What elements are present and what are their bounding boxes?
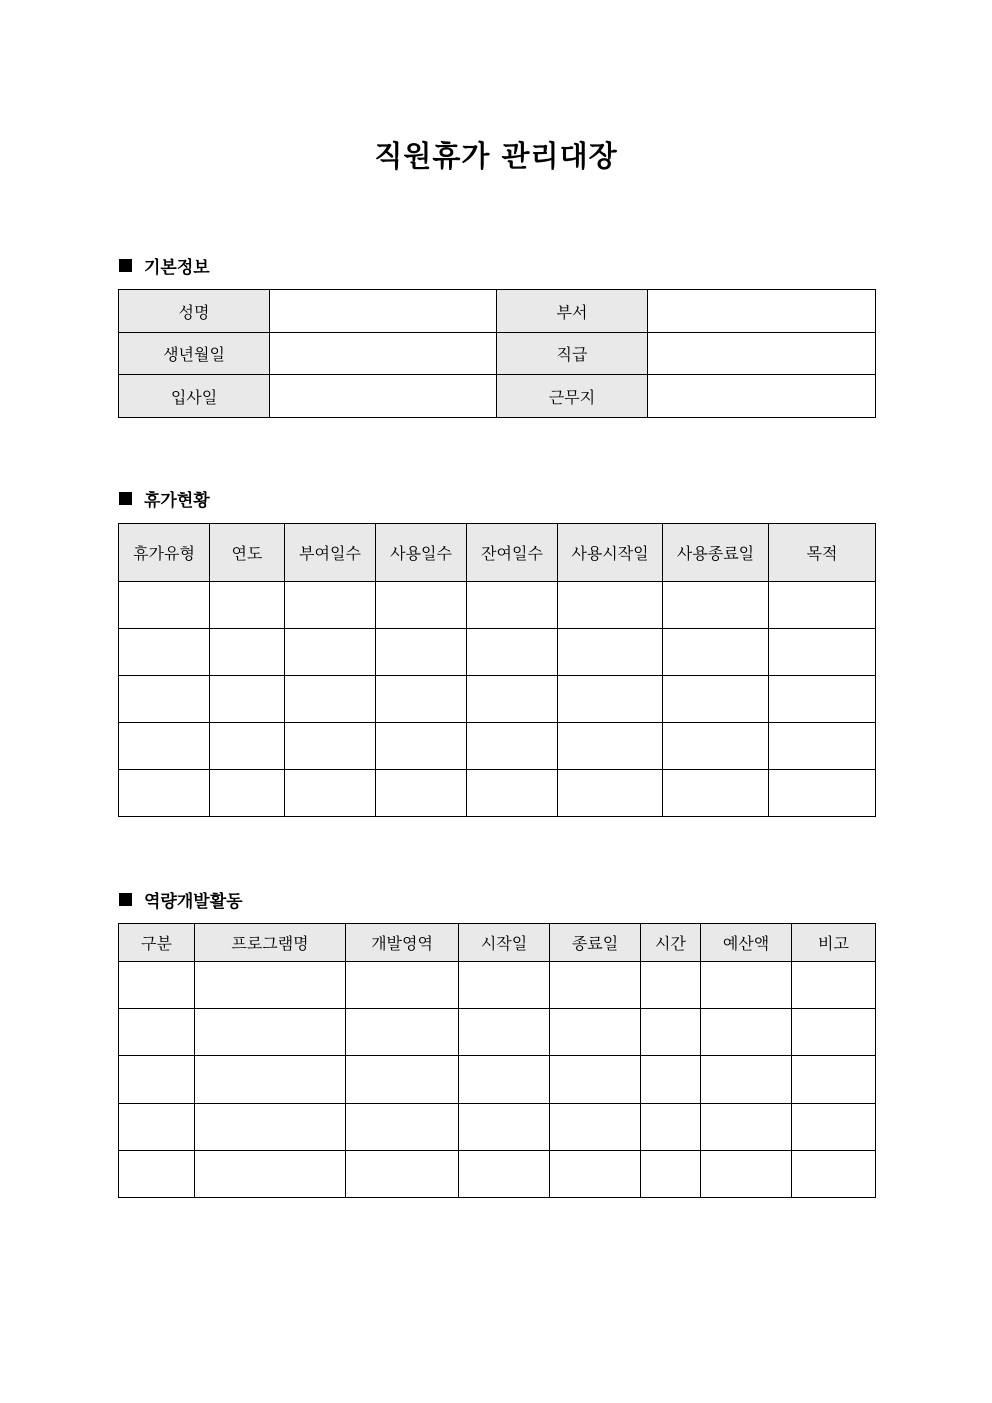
table-cell[interactable] [558,676,663,723]
table-cell[interactable] [550,1104,641,1151]
table-cell[interactable] [663,582,769,629]
table-cell[interactable] [119,582,210,629]
development-activity-heading-label: 역량개발활동 [144,891,243,912]
table-cell[interactable] [285,676,376,723]
table-cell[interactable] [195,1104,346,1151]
table-row [119,290,876,333]
table-cell[interactable] [641,1056,701,1104]
table-cell[interactable] [663,676,769,723]
column-header: 부여일수 [285,524,376,582]
table-cell[interactable] [769,582,876,629]
table-cell[interactable] [376,582,467,629]
table-cell[interactable] [641,1009,701,1056]
table-cell[interactable] [558,629,663,676]
table-cell[interactable] [663,770,769,817]
table-cell[interactable] [467,723,558,770]
table-cell[interactable] [285,723,376,770]
table-cell[interactable] [641,962,701,1009]
table-cell[interactable] [195,1056,346,1104]
table-cell[interactable] [792,1009,876,1056]
table-cell[interactable] [792,1104,876,1151]
table-row [119,1009,876,1056]
table-cell[interactable] [769,676,876,723]
table-cell[interactable] [550,1151,641,1198]
table-cell[interactable] [285,629,376,676]
column-header: 개발영역 [346,924,459,962]
label-position: 직급 [497,333,648,375]
table-cell[interactable] [119,962,195,1009]
column-header: 목적 [769,524,876,582]
table-cell[interactable] [119,723,210,770]
table-cell[interactable] [376,723,467,770]
table-cell[interactable] [550,962,641,1009]
table-cell[interactable] [119,770,210,817]
table-cell[interactable] [346,1009,459,1056]
column-header: 구분 [119,924,195,962]
table-cell[interactable] [558,582,663,629]
table-cell[interactable] [663,629,769,676]
table-cell[interactable] [701,1104,792,1151]
table-cell[interactable] [467,582,558,629]
table-cell[interactable] [346,1104,459,1151]
table-cell[interactable] [459,1151,550,1198]
label-birthdate: 생년월일 [119,333,270,375]
label-name: 성명 [119,290,270,333]
table-cell[interactable] [467,676,558,723]
table-cell[interactable] [195,1009,346,1056]
table-cell[interactable] [210,723,285,770]
header-row [119,924,876,962]
column-header: 잔여일수 [467,524,558,582]
table-cell[interactable] [641,1151,701,1198]
column-header: 종료일 [550,924,641,962]
department-field[interactable] [648,290,876,333]
table-cell[interactable] [792,1056,876,1104]
table-cell[interactable] [119,629,210,676]
table-row [119,1104,876,1151]
table-cell[interactable] [285,770,376,817]
table-cell[interactable] [459,1104,550,1151]
column-header: 연도 [210,524,285,582]
table-cell[interactable] [792,1151,876,1198]
table-cell[interactable] [346,1056,459,1104]
table-cell[interactable] [558,723,663,770]
table-cell[interactable] [376,629,467,676]
table-row [119,723,876,770]
column-header: 사용일수 [376,524,467,582]
vacation-status-heading-label: 휴가현황 [144,490,210,511]
table-row [119,1151,876,1198]
square-bullet-icon [119,259,132,272]
table-row [119,1056,876,1104]
table-cell[interactable] [769,723,876,770]
table-row [119,375,876,418]
basic-info-heading [119,253,210,277]
square-bullet-icon [119,492,132,505]
table-cell[interactable] [701,1056,792,1104]
square-bullet-icon [119,893,132,906]
table-cell[interactable] [195,1151,346,1198]
label-workplace: 근무지 [497,375,648,418]
table-cell[interactable] [119,1151,195,1198]
development-activity-heading [119,887,243,911]
development-activity-table [118,923,876,1198]
workplace-field[interactable] [648,375,876,418]
join-date-field[interactable] [270,375,497,418]
column-header: 사용종료일 [663,524,769,582]
label-department: 부서 [497,290,648,333]
table-cell[interactable] [459,1056,550,1104]
table-cell[interactable] [769,629,876,676]
table-cell[interactable] [210,629,285,676]
label-join-date: 입사일 [119,375,270,418]
page-title: 직원휴가 관리대장 [374,139,618,173]
column-header: 프로그램명 [195,924,346,962]
column-header: 시간 [641,924,701,962]
vacation-status-table [118,523,876,817]
basic-info-heading-label: 기본정보 [144,257,210,278]
basic-info-table [118,289,876,418]
name-field[interactable] [270,290,497,333]
table-cell[interactable] [467,770,558,817]
table-cell[interactable] [376,770,467,817]
table-row [119,676,876,723]
table-cell[interactable] [210,582,285,629]
table-cell[interactable] [792,962,876,1009]
table-cell[interactable] [119,1009,195,1056]
table-cell[interactable] [119,1104,195,1151]
column-header: 사용시작일 [558,524,663,582]
table-cell[interactable] [459,962,550,1009]
table-row [119,582,876,629]
vacation-status-heading [119,486,210,510]
table-cell[interactable] [346,962,459,1009]
table-row [119,629,876,676]
table-cell[interactable] [701,1151,792,1198]
column-header: 예산액 [701,924,792,962]
column-header: 시작일 [459,924,550,962]
table-cell[interactable] [210,676,285,723]
column-header: 휴가유형 [119,524,210,582]
table-cell[interactable] [210,770,285,817]
table-cell[interactable] [550,1056,641,1104]
table-cell[interactable] [346,1151,459,1198]
table-cell[interactable] [285,582,376,629]
table-cell[interactable] [376,676,467,723]
table-cell[interactable] [119,676,210,723]
table-row [119,770,876,817]
table-cell[interactable] [558,770,663,817]
table-cell[interactable] [641,1104,701,1151]
table-cell[interactable] [701,1009,792,1056]
table-cell[interactable] [663,723,769,770]
table-cell[interactable] [769,770,876,817]
table-cell[interactable] [467,629,558,676]
table-cell[interactable] [459,1009,550,1056]
table-row [119,333,876,375]
table-cell[interactable] [550,1009,641,1056]
table-cell[interactable] [195,962,346,1009]
header-row [119,524,876,582]
column-header: 비고 [792,924,876,962]
birthdate-field[interactable] [270,333,497,375]
table-cell[interactable] [701,962,792,1009]
position-field[interactable] [648,333,876,375]
table-row [119,962,876,1009]
table-cell[interactable] [119,1056,195,1104]
